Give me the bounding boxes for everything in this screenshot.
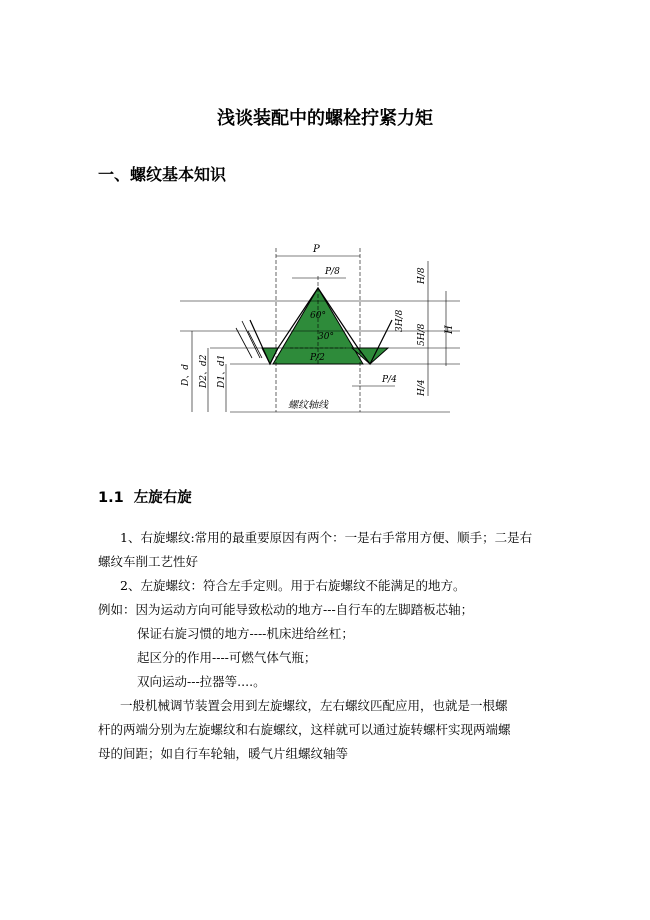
body-line: 母的间距；如自行车轮轴，暖气片组螺纹轴等 <box>98 746 349 761</box>
label-dd: D、d <box>181 364 191 386</box>
label-p8: P/8 <box>325 267 340 277</box>
body-line: 一般机械调节装置会用到左旋螺纹，左右螺纹匹配应用，也就是一根螺 <box>120 698 508 713</box>
body-line: 螺纹车削工艺性好 <box>98 554 199 569</box>
thread-profile-diagram <box>170 236 470 421</box>
body-line: 1、右旋螺纹:常用的最重要原因有两个：一是右手常用方便、顺手；二是右 <box>120 530 533 545</box>
body-line: 2、左旋螺纹：符合左手定则。用于右旋螺纹不能满足的地方。 <box>120 578 466 593</box>
subsection-heading <box>98 486 192 507</box>
label-h: H <box>444 325 455 334</box>
label-p: P <box>313 244 320 255</box>
section-heading: 一、螺纹基本知识 <box>98 165 227 184</box>
subsection-number: 1.1 <box>98 490 124 506</box>
body-line: 例如：因为运动方向可能导致松动的地方---自行车的左脚踏板芯轴； <box>98 602 474 617</box>
body-line: 双向运动---拉器等....。 <box>137 674 266 689</box>
body-line: 保证右旋习惯的地方----机床进给丝杠； <box>137 626 354 641</box>
label-h8: H/8 <box>417 267 427 284</box>
body-line: 起区分的作用----可燃气体气瓶； <box>137 650 317 665</box>
label-p2: P/2 <box>310 353 325 363</box>
label-h4: H/4 <box>417 379 427 396</box>
label-d1: D1、d1 <box>217 354 227 388</box>
label-p4: P/4 <box>382 375 397 385</box>
subsection-title: 左旋右旋 <box>133 490 192 506</box>
label-d2: D2、d2 <box>199 354 209 388</box>
hatch-lines <box>236 321 262 358</box>
label-axis: 螺纹轴线 <box>288 400 328 411</box>
label-30: 30° <box>318 332 334 342</box>
label-3h8: 3H/8 <box>395 309 405 332</box>
body-line: 杆的两端分别为左旋螺纹和右旋螺纹，这样就可以通过旋转螺杆实现两端螺 <box>98 722 511 737</box>
label-5h8: 5H/8 <box>417 323 427 346</box>
document-title: 浅谈装配中的螺栓拧紧力矩 <box>217 108 433 129</box>
label-60: 60° <box>310 311 326 321</box>
